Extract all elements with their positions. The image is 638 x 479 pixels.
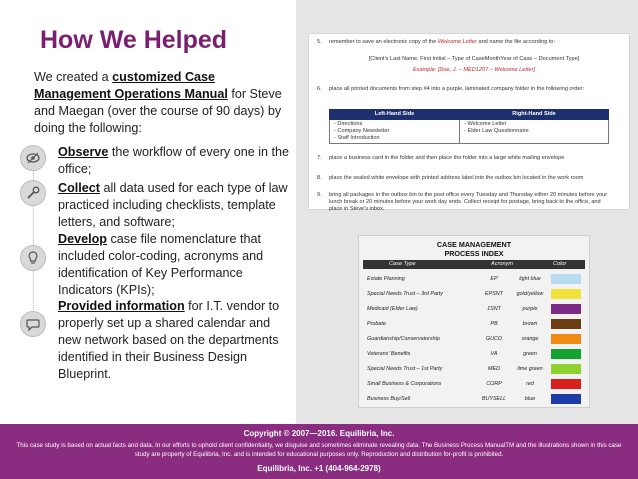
color-swatch	[551, 379, 581, 389]
footer-contact: Equilibria, Inc. +1 (404-964-2978)	[257, 464, 381, 473]
index-title-line1: CASE MANAGEMENT	[436, 240, 512, 249]
case-type: Medicaid (Elder Law)	[367, 306, 418, 312]
index-title	[359, 240, 589, 258]
case-color-name: orange	[521, 336, 539, 342]
case-acronym: 1SNT	[487, 306, 501, 312]
manual-excerpt-document	[309, 34, 629, 212]
color-swatch	[551, 319, 581, 329]
item-collect-text: all data used for each type of law practiced including checklists, template letters, and software;	[58, 181, 288, 229]
color-swatch	[551, 304, 581, 314]
table-cell-right	[460, 120, 609, 144]
step-text: place a business card in the folder and then place the folder into a large white mailing envelope	[329, 155, 565, 161]
case-acronym: EP	[490, 276, 498, 282]
item-collect-bold: Collect	[58, 181, 100, 195]
case-color-name: purple	[522, 306, 538, 312]
intro-pre: We created a	[34, 70, 113, 84]
case-type: Probate	[367, 321, 386, 327]
index-header: Color	[553, 261, 567, 267]
item-provided	[58, 298, 292, 383]
footer	[0, 424, 638, 479]
item-observe-bold: Observe	[58, 145, 109, 159]
file-name-example: Example: [Doe, J. – MED1207 – Welcome Letter]	[412, 67, 536, 73]
step-5-pre: remember to save an electronic copy of the	[329, 39, 438, 45]
step-5-highlight: Welcome Letter	[437, 39, 477, 45]
case-type: Guardianship/Conservatorship	[367, 336, 440, 342]
color-swatch	[551, 334, 581, 344]
step-text	[329, 39, 615, 46]
list-item: - Directions	[334, 121, 363, 127]
case-color-name: green	[523, 351, 537, 357]
item-observe	[58, 144, 292, 178]
index-header: Acronym	[491, 261, 514, 267]
color-swatch	[551, 349, 581, 359]
item-develop-bold: Develop	[58, 232, 107, 246]
table-row	[363, 317, 585, 331]
case-type: Special Needs Trust – 1st Party	[367, 366, 443, 372]
table-row	[363, 377, 585, 391]
item-develop-text: case file nomenclature that included color-coding, acronyms and identification of Key Performance Indicators (KPIs);	[58, 232, 264, 297]
case-acronym: PB	[490, 321, 498, 327]
item-observe-text: the workflow of every one in the office;	[58, 145, 290, 176]
case-type: Veterans' Benefits	[367, 351, 411, 357]
item-provided-bold: Provided information	[58, 299, 185, 313]
color-swatch	[551, 394, 581, 404]
left-panel	[0, 0, 296, 424]
wrench-icon	[20, 180, 46, 206]
case-type: Small Business & Corporations	[367, 381, 442, 387]
step-number: 9.	[317, 192, 322, 198]
intro-bold: customized Case Management Operations Manual	[34, 70, 228, 101]
case-type: Special Needs Trust – 3rd Party	[367, 291, 443, 297]
step-number: 6.	[317, 86, 322, 92]
table-row	[363, 302, 585, 316]
list-item: - Company Newsletter	[334, 128, 390, 134]
intro-post: for Steve and Maegan (over the course of 90 days) by doing the following:	[34, 87, 282, 135]
step-number: 8.	[317, 175, 322, 181]
lightbulb-icon	[20, 245, 46, 271]
page-title: How We Helped	[40, 26, 228, 54]
case-type: Estate Planning	[367, 276, 405, 282]
step-5-post: and name the file according to:	[476, 39, 555, 45]
case-acronym: EPSNT	[485, 291, 503, 297]
index-header-row	[363, 260, 585, 269]
case-color-name: gold/yellow	[516, 291, 544, 297]
file-name-format: [Client's Last Name, First Initial – Type of CaseMonthYear of Case – Document Type]	[368, 56, 580, 62]
table-row	[363, 362, 585, 376]
step-number: 7.	[317, 155, 322, 161]
footer-disclaimer: This case study is based on actual facts and data. In our efforts to uphold client confidentiality, we disguise and sometimes eliminate revealing data. The Business Process ManualTM and the illustrations shown in this case study are property of Equilibria, Inc. and is intended for educational purposes only. Reproduction and distribution for-profit is prohibited.	[16, 442, 622, 458]
case-color-name: brown	[522, 321, 538, 327]
step-text: bring all packages in the outbox bin to the post office every Tuesday and Thursday either 20 minutes before your lunch break or 20 minutes before your work day ends. Collect receipt for postage, bring back to the office, and place in Steve's inbox.	[329, 192, 608, 212]
case-acronym: CORP	[486, 381, 502, 387]
connector-line	[33, 270, 35, 310]
table-header: Left-Hand Side	[330, 110, 460, 120]
case-color-name: red	[526, 381, 534, 387]
intro-text	[34, 69, 286, 137]
list-item: - Staff Introduction	[334, 135, 380, 141]
folder-order-table	[329, 109, 609, 144]
case-color-name: light blue	[519, 276, 541, 282]
item-collect	[58, 180, 292, 231]
table-row	[363, 392, 585, 406]
step-number: 5.	[317, 39, 322, 45]
table-cell-left	[330, 120, 460, 144]
case-management-process-index	[358, 235, 590, 408]
list-item: - Elder Law Questionnaire	[464, 128, 529, 134]
index-header: Case Type	[389, 261, 416, 267]
chat-bubble-icon	[20, 311, 46, 337]
item-develop	[58, 231, 292, 299]
case-color-name: blue	[524, 396, 536, 402]
table-row	[363, 272, 585, 286]
step-text: place the sealed white envelope with printed address label into the outbox bin located in the work room	[329, 175, 584, 181]
table-row	[363, 347, 585, 361]
color-swatch	[551, 289, 581, 299]
case-acronym: MED	[488, 366, 500, 372]
case-type: Business Buy/Sell	[367, 396, 411, 402]
eye-icon	[20, 145, 46, 171]
footer-copyright: Copyright © 2007—2016. Equilibria, Inc.	[243, 429, 395, 438]
case-color-name: lime green	[517, 366, 543, 372]
step-text: place all printed documents from step #4 into a purple, laminated company folder in the following order:	[329, 86, 584, 92]
case-acronym: GUCO	[485, 336, 503, 342]
index-title-line2: PROCESS INDEX	[444, 249, 504, 258]
color-swatch	[551, 364, 581, 374]
color-swatch	[551, 274, 581, 284]
connector-line	[33, 205, 35, 245]
list-item: - Welcome Letter	[464, 121, 507, 127]
table-row	[363, 332, 585, 346]
item-provided-text: for I.T. vendor to properly set up a shared calendar and new network based on the departments identified in their Business Design Blueprint.	[58, 299, 280, 381]
case-acronym: BUYSELL	[481, 396, 507, 402]
case-acronym: VA	[490, 351, 498, 357]
table-row	[363, 287, 585, 301]
table-header: Right-Hand Side	[460, 110, 609, 120]
